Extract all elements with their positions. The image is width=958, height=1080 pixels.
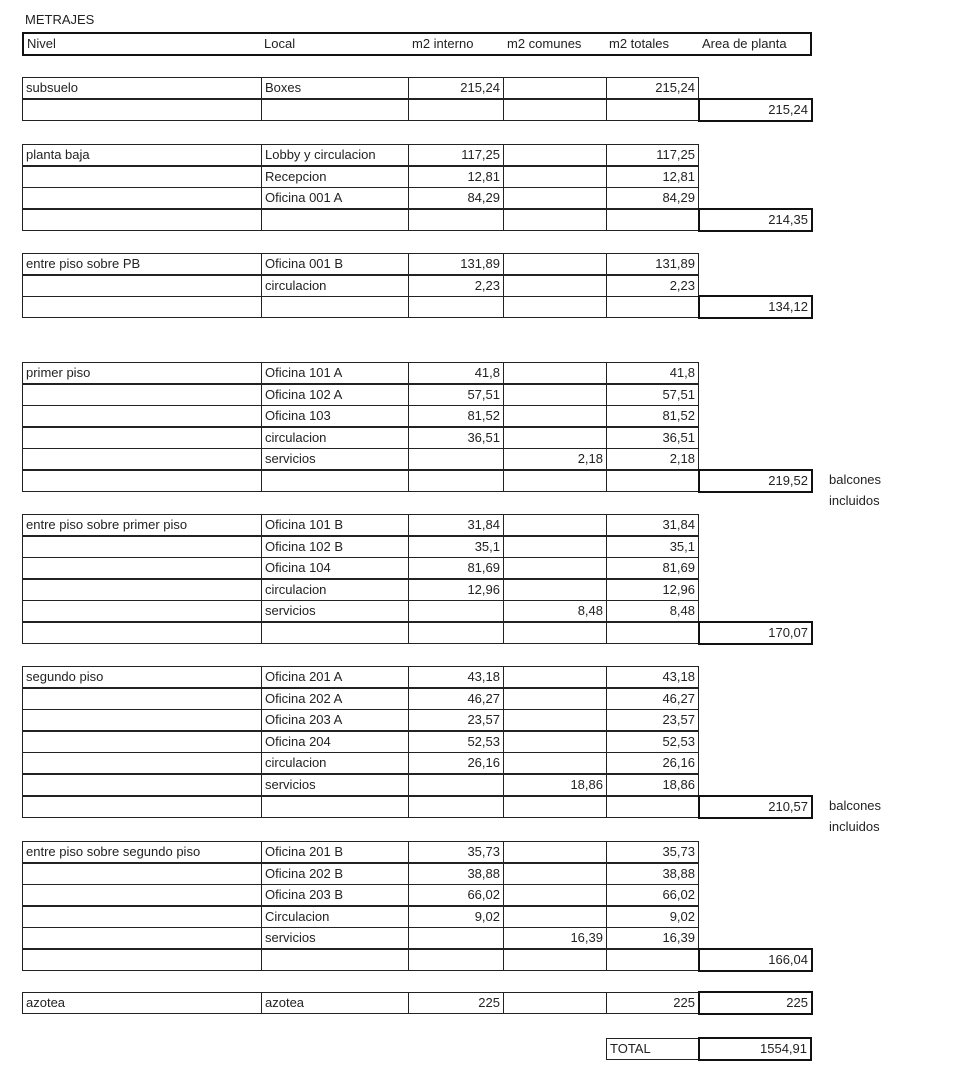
header-local: Local — [264, 36, 296, 51]
m2-totales-cell: 26,16 — [606, 752, 699, 774]
empty-cell — [22, 187, 262, 209]
local-cell: Circulacion — [261, 906, 409, 928]
empty-cell — [22, 731, 262, 753]
m2-comunes-cell — [503, 362, 607, 384]
subtotal-empty-cell — [22, 209, 262, 231]
empty-cell — [22, 557, 262, 579]
m2-totales-cell: 46,27 — [606, 688, 699, 710]
m2-comunes-cell: 18,86 — [503, 774, 607, 796]
m2-interno-cell: 225 — [408, 992, 504, 1014]
m2-comunes-cell — [503, 166, 607, 188]
m2-comunes-cell — [503, 557, 607, 579]
m2-totales-cell: 16,39 — [606, 927, 699, 949]
empty-cell — [22, 384, 262, 406]
empty-cell — [22, 600, 262, 622]
local-cell: servicios — [261, 927, 409, 949]
local-cell: Oficina 104 — [261, 557, 409, 579]
local-cell: azotea — [261, 992, 409, 1014]
total-label: TOTAL — [606, 1038, 699, 1060]
subtotal-empty-cell — [606, 209, 699, 231]
subtotal-empty-cell — [22, 622, 262, 644]
local-cell: circulacion — [261, 427, 409, 449]
empty-cell — [22, 884, 262, 906]
m2-totales-cell: 36,51 — [606, 427, 699, 449]
level-cell: planta baja — [22, 144, 262, 166]
m2-totales-cell: 38,88 — [606, 863, 699, 885]
m2-totales-cell: 35,1 — [606, 536, 699, 558]
m2-comunes-cell — [503, 863, 607, 885]
area-de-planta-cell: 210,57 — [698, 795, 813, 819]
m2-comunes-cell — [503, 992, 607, 1014]
m2-interno-cell: 52,53 — [408, 731, 504, 753]
subtotal-empty-cell — [606, 949, 699, 971]
m2-totales-cell: 81,52 — [606, 405, 699, 427]
m2-interno-cell: 131,89 — [408, 253, 504, 275]
empty-cell — [22, 709, 262, 731]
subtotal-empty-cell — [22, 470, 262, 492]
m2-totales-cell: 2,23 — [606, 275, 699, 297]
local-cell: Oficina 201 A — [261, 666, 409, 688]
subtotal-empty-cell — [22, 99, 262, 121]
subtotal-empty-cell — [503, 296, 607, 318]
empty-cell — [22, 166, 262, 188]
local-cell: Oficina 204 — [261, 731, 409, 753]
m2-interno-cell: 41,8 — [408, 362, 504, 384]
m2-comunes-cell — [503, 427, 607, 449]
m2-interno-cell: 215,24 — [408, 77, 504, 99]
subtotal-empty-cell — [606, 796, 699, 818]
level-cell: entre piso sobre segundo piso — [22, 841, 262, 863]
empty-cell — [22, 579, 262, 601]
m2-comunes-cell — [503, 688, 607, 710]
m2-totales-cell: 84,29 — [606, 187, 699, 209]
m2-interno-cell: 35,73 — [408, 841, 504, 863]
empty-cell — [22, 688, 262, 710]
m2-totales-cell: 117,25 — [606, 144, 699, 166]
m2-comunes-cell — [503, 275, 607, 297]
subtotal-empty-cell — [261, 470, 409, 492]
subtotal-empty-cell — [22, 949, 262, 971]
subtotal-empty-cell — [503, 99, 607, 121]
note-balcones-incluidos: balcones incluidos — [829, 472, 882, 508]
m2-totales-cell: 66,02 — [606, 884, 699, 906]
m2-totales-cell: 225 — [606, 992, 699, 1014]
m2-interno-cell: 9,02 — [408, 906, 504, 928]
subtotal-empty-cell — [261, 209, 409, 231]
level-cell: subsuelo — [22, 77, 262, 99]
m2-interno-cell: 12,96 — [408, 579, 504, 601]
area-de-planta-cell: 170,07 — [698, 621, 813, 645]
m2-totales-cell: 8,48 — [606, 600, 699, 622]
local-cell: servicios — [261, 448, 409, 470]
m2-comunes-cell — [503, 884, 607, 906]
note-balcones-incluidos: balcones incluidos — [829, 798, 882, 834]
area-de-planta-cell: 225 — [698, 991, 813, 1015]
m2-comunes-cell — [503, 579, 607, 601]
m2-totales-cell: 81,69 — [606, 557, 699, 579]
subtotal-empty-cell — [408, 949, 504, 971]
m2-totales-cell: 35,73 — [606, 841, 699, 863]
m2-interno-cell — [408, 774, 504, 796]
m2-interno-cell: 12,81 — [408, 166, 504, 188]
subtotal-empty-cell — [261, 622, 409, 644]
area-de-planta-cell: 215,24 — [698, 98, 813, 122]
m2-comunes-cell: 2,18 — [503, 448, 607, 470]
m2-interno-cell: 35,1 — [408, 536, 504, 558]
m2-interno-cell — [408, 448, 504, 470]
level-cell: entre piso sobre PB — [22, 253, 262, 275]
m2-totales-cell: 9,02 — [606, 906, 699, 928]
m2-interno-cell — [408, 927, 504, 949]
header-m2-comunes: m2 comunes — [507, 36, 582, 51]
m2-totales-cell: 43,18 — [606, 666, 699, 688]
local-cell: Oficina 101 B — [261, 514, 409, 536]
local-cell: Oficina 202 B — [261, 863, 409, 885]
local-cell: Boxes — [261, 77, 409, 99]
m2-totales-cell: 52,53 — [606, 731, 699, 753]
m2-interno-cell: 66,02 — [408, 884, 504, 906]
local-cell: Oficina 203 A — [261, 709, 409, 731]
m2-comunes-cell — [503, 709, 607, 731]
m2-interno-cell: 31,84 — [408, 514, 504, 536]
subtotal-empty-cell — [408, 296, 504, 318]
m2-totales-cell: 215,24 — [606, 77, 699, 99]
local-cell: Recepcion — [261, 166, 409, 188]
level-cell: primer piso — [22, 362, 262, 384]
local-cell: Oficina 101 A — [261, 362, 409, 384]
local-cell: circulacion — [261, 579, 409, 601]
area-de-planta-cell: 219,52 — [698, 469, 813, 493]
subtotal-empty-cell — [606, 99, 699, 121]
sheet-title: METRAJES — [25, 12, 95, 27]
m2-comunes-cell — [503, 514, 607, 536]
m2-interno-cell: 46,27 — [408, 688, 504, 710]
subtotal-empty-cell — [408, 796, 504, 818]
m2-comunes-cell — [503, 144, 607, 166]
local-cell: servicios — [261, 774, 409, 796]
m2-comunes-cell — [503, 384, 607, 406]
m2-comunes-cell — [503, 666, 607, 688]
m2-totales-cell: 31,84 — [606, 514, 699, 536]
empty-cell — [22, 448, 262, 470]
subtotal-empty-cell — [261, 796, 409, 818]
m2-interno-cell: 81,69 — [408, 557, 504, 579]
subtotal-empty-cell — [261, 949, 409, 971]
empty-cell — [22, 863, 262, 885]
m2-interno-cell: 26,16 — [408, 752, 504, 774]
m2-totales-cell: 23,57 — [606, 709, 699, 731]
m2-comunes-cell — [503, 536, 607, 558]
local-cell: Oficina 201 B — [261, 841, 409, 863]
m2-interno-cell: 117,25 — [408, 144, 504, 166]
local-cell: Oficina 102 A — [261, 384, 409, 406]
subtotal-empty-cell — [261, 99, 409, 121]
level-cell: segundo piso — [22, 666, 262, 688]
subtotal-empty-cell — [503, 622, 607, 644]
m2-interno-cell: 81,52 — [408, 405, 504, 427]
subtotal-empty-cell — [408, 470, 504, 492]
m2-comunes-cell — [503, 253, 607, 275]
empty-cell — [22, 536, 262, 558]
m2-comunes-cell — [503, 187, 607, 209]
m2-interno-cell — [408, 600, 504, 622]
local-cell: Oficina 102 B — [261, 536, 409, 558]
empty-cell — [22, 405, 262, 427]
level-cell: azotea — [22, 992, 262, 1014]
m2-comunes-cell: 16,39 — [503, 927, 607, 949]
subtotal-empty-cell — [503, 949, 607, 971]
local-cell: Oficina 001 B — [261, 253, 409, 275]
m2-comunes-cell — [503, 841, 607, 863]
local-cell: Oficina 202 A — [261, 688, 409, 710]
m2-interno-cell: 38,88 — [408, 863, 504, 885]
m2-comunes-cell — [503, 405, 607, 427]
m2-totales-cell: 131,89 — [606, 253, 699, 275]
empty-cell — [22, 752, 262, 774]
local-cell: Oficina 001 A — [261, 187, 409, 209]
area-de-planta-cell: 134,12 — [698, 295, 813, 319]
empty-cell — [22, 927, 262, 949]
subtotal-empty-cell — [408, 209, 504, 231]
subtotal-empty-cell — [408, 622, 504, 644]
subtotal-empty-cell — [606, 296, 699, 318]
header-area-de-planta: Area de planta — [702, 36, 787, 51]
m2-comunes-cell: 8,48 — [503, 600, 607, 622]
m2-interno-cell: 36,51 — [408, 427, 504, 449]
subtotal-empty-cell — [606, 622, 699, 644]
m2-comunes-cell — [503, 752, 607, 774]
subtotal-empty-cell — [503, 470, 607, 492]
header-m2-interno: m2 interno — [412, 36, 474, 51]
local-cell: Lobby y circulacion — [261, 144, 409, 166]
m2-comunes-cell — [503, 77, 607, 99]
total-value: 1554,91 — [698, 1037, 812, 1061]
subtotal-empty-cell — [261, 296, 409, 318]
header-m2-totales: m2 totales — [609, 36, 669, 51]
m2-totales-cell: 12,81 — [606, 166, 699, 188]
m2-totales-cell: 2,18 — [606, 448, 699, 470]
subtotal-empty-cell — [22, 796, 262, 818]
subtotal-empty-cell — [503, 796, 607, 818]
m2-interno-cell: 84,29 — [408, 187, 504, 209]
empty-cell — [22, 275, 262, 297]
local-cell: servicios — [261, 600, 409, 622]
local-cell: circulacion — [261, 752, 409, 774]
m2-totales-cell: 12,96 — [606, 579, 699, 601]
subtotal-empty-cell — [606, 470, 699, 492]
m2-interno-cell: 43,18 — [408, 666, 504, 688]
m2-interno-cell: 57,51 — [408, 384, 504, 406]
m2-comunes-cell — [503, 906, 607, 928]
subtotal-empty-cell — [408, 99, 504, 121]
subtotal-empty-cell — [22, 296, 262, 318]
m2-totales-cell: 41,8 — [606, 362, 699, 384]
empty-cell — [22, 774, 262, 796]
local-cell: circulacion — [261, 275, 409, 297]
local-cell: Oficina 103 — [261, 405, 409, 427]
header-nivel: Nivel — [27, 36, 56, 51]
empty-cell — [22, 906, 262, 928]
m2-totales-cell: 57,51 — [606, 384, 699, 406]
m2-interno-cell: 23,57 — [408, 709, 504, 731]
area-de-planta-cell: 214,35 — [698, 208, 813, 232]
empty-cell — [22, 427, 262, 449]
header-row — [22, 32, 812, 56]
m2-totales-cell: 18,86 — [606, 774, 699, 796]
subtotal-empty-cell — [503, 209, 607, 231]
area-de-planta-cell: 166,04 — [698, 948, 813, 972]
m2-comunes-cell — [503, 731, 607, 753]
local-cell: Oficina 203 B — [261, 884, 409, 906]
m2-interno-cell: 2,23 — [408, 275, 504, 297]
level-cell: entre piso sobre primer piso — [22, 514, 262, 536]
